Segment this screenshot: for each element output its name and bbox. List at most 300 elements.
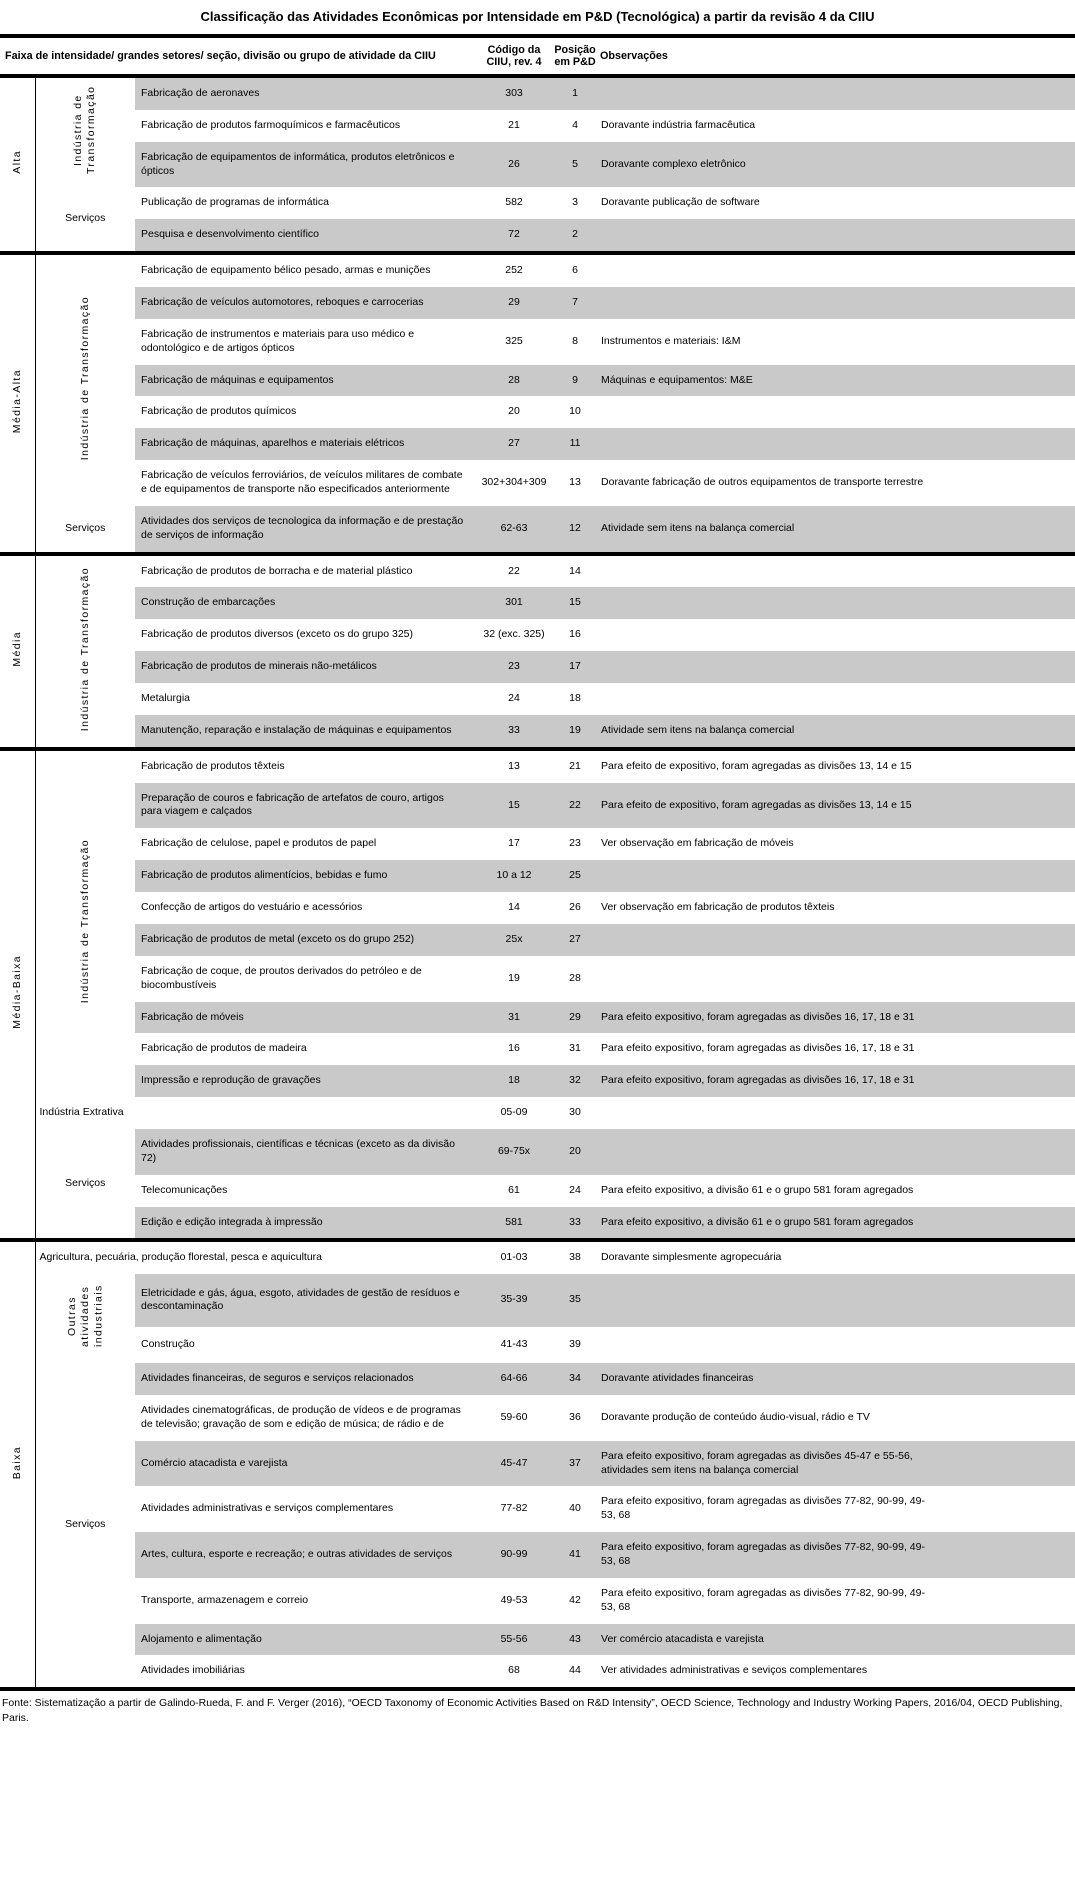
observation-cell [597,428,1075,460]
observation-cell [597,1207,1075,1241]
page-title: Classificação das Atividades Econômicas por Intensidade em P&D (Tecnológica) a partir da revisão 4 da CIIU [200,9,875,24]
table-row [0,319,1075,365]
activity-cell [35,1097,475,1129]
observation-cell [597,142,1075,188]
position-cell: 30 [569,1106,581,1119]
activity-label: Transporte, armazenagem e correio [141,1593,309,1606]
activity-cell [35,1240,475,1274]
activity-cell [135,828,475,860]
activity-label: Fabricação de produtos farmoquímicos e farmacêuticos [141,118,401,131]
activity-label: Fabricação de equipamento bélico pesado, armas e munições [141,264,431,277]
observation-label: Doravante publicação de software [601,196,760,209]
activity-cell [135,924,475,956]
activity-label: Eletricidade e gás, água, esgoto, atividades de gestão de resíduos e descontaminação [141,1286,460,1313]
table-row [0,783,1075,829]
position-cell: 1 [553,76,597,110]
observation-label: Para efeito expositivo, foram agregadas as divisões 77-82, 90-99, 49-53, 68 [601,1586,925,1613]
activity-cell [135,1486,475,1532]
position-cell: 4 [572,118,578,131]
code-cell: 68 [508,1664,520,1677]
observation-cell [597,506,1075,554]
observation-cell [597,1065,1075,1097]
observation-label: Para efeito expositivo, foram agregadas as divisões 16, 17, 18 e 31 [601,1042,915,1055]
activity-label: Publicação de programas de informática [141,196,329,209]
position-cell: 43 [553,1624,597,1656]
sector-label: Serviços [65,1518,106,1531]
activity-label: Fabricação de máquinas e equipamentos [141,373,334,386]
observation-cell [597,253,1075,287]
activity-cell [135,749,475,783]
table-row [0,76,1075,110]
activity-label: Fabricação de produtos alimentícios, bebidas e fumo [141,869,388,882]
activity-label: Artes, cultura, esporte e recreação; e outras atividades de serviços [141,1548,453,1561]
code-cell: 26 [475,142,553,188]
activity-label: Fabricação de produtos de madeira [141,1042,307,1055]
code-cell: 28 [475,365,553,397]
activity-label: Fabricação de produtos de minerais não-metálicos [141,660,377,673]
intensity-section [0,253,1075,553]
intensity-cell [0,749,35,1241]
position-cell: 44 [569,1664,581,1677]
activity-cell [135,587,475,619]
sector-cell [35,187,135,253]
intensity-cell [0,253,35,553]
code-cell: 77-82 [500,1502,528,1515]
activity-label: Fabricação de coque, de proutos derivados do petróleo e de biocombustíveis [141,964,422,991]
code-cell: 14 [508,901,520,914]
observation-label: Para efeito expositivo, a divisão 61 e o grupo 581 foram agregados [601,1183,914,1196]
code-cell: 01-03 [475,1240,553,1274]
table-row [0,1240,1075,1274]
activity-label: Fabricação de produtos de metal (exceto os do grupo 252) [141,932,415,945]
activity-cell [135,651,475,683]
code-cell: 581 [475,1207,553,1241]
position-cell: 12 [553,506,597,554]
code-cell: 90-99 [475,1532,553,1578]
table-row [0,1129,1075,1175]
activity-cell [135,1441,475,1487]
observation-label: Para efeito expositivo, foram agregadas as divisões 77-82, 90-99, 49-53, 68 [601,1495,925,1522]
activity-label: Fabricação de equipamentos de informática, produtos eletrônicos e ópticos [141,150,455,177]
activity-cell [135,396,475,428]
intensity-label: Média-Alta [10,368,23,434]
position-cell: 16 [569,628,581,641]
table-row [0,253,1075,287]
activity-cell [135,1207,475,1241]
code-cell: 33 [475,715,553,749]
code-cell: 19 [508,971,520,984]
sector-label: Serviços [65,521,106,534]
intensity-section [0,1240,1075,1689]
observation-cell [597,219,1075,253]
activity-label: Fabricação de produtos de borracha e de material plástico [141,564,413,577]
table-row [0,892,1075,924]
position-cell: 34 [553,1363,597,1395]
observation-cell [597,396,1075,428]
activity-label: Fabricação de máquinas, aparelhos e materiais elétricos [141,437,405,450]
table-row [0,1655,1075,1689]
code-cell: 25x [475,924,553,956]
header-observations: Observações [597,36,1075,76]
code-cell: 582 [505,196,523,209]
activity-label: Confecção de artigos do vestuário e acessórios [141,901,363,914]
observation-label: Máquinas e equipamentos: M&E [601,373,753,386]
table-row [0,749,1075,783]
code-cell: 59-60 [500,1410,528,1423]
code-cell: 29 [475,287,553,319]
intensity-label: Alta [10,150,23,174]
observation-cell [597,1578,1075,1624]
observation-cell [597,924,1075,956]
observation-cell [597,619,1075,651]
activity-cell [135,1363,475,1395]
code-cell: 55-56 [475,1624,553,1656]
observation-cell [597,1532,1075,1578]
activity-cell [135,783,475,829]
classification-table [0,34,1075,1691]
activity-label: Atividades cinematográficas, de produção de vídeos e de programas de televisão; gravação de som e edição de música; de rádio e de [141,1403,461,1430]
observation-cell [597,1486,1075,1532]
code-cell: 27 [475,428,553,460]
table-row [0,110,1075,142]
code-cell: 301 [475,587,553,619]
activity-cell [135,1532,475,1578]
observation-cell [597,76,1075,110]
sector-cell [35,76,135,187]
activity-cell [135,142,475,188]
activity-cell [135,1578,475,1624]
activity-cell [135,892,475,924]
activity-cell [135,1655,475,1689]
intensity-cell [0,554,35,749]
activity-label: Atividades profissionais, científicas e técnicas (exceto as da divisão 72) [141,1137,455,1164]
table-row [0,1207,1075,1241]
observation-cell [597,1363,1075,1395]
table-row [0,956,1075,1002]
activity-cell [135,715,475,749]
code-cell: 325 [505,334,523,347]
table-row [0,506,1075,554]
position-cell: 32 [553,1065,597,1097]
activity-label: Fabricação de móveis [141,1010,244,1023]
table-row [0,1097,1075,1129]
table-row [0,828,1075,860]
activity-label: Construção [141,1337,195,1350]
sector-cell [35,506,135,554]
activity-label: Fabricação de veículos automotores, reboques e carrocerias [141,296,424,309]
position-cell: 41 [553,1532,597,1578]
observation-cell [597,365,1075,397]
position-cell: 33 [553,1207,597,1241]
activity-label: Edição e edição integrada à impressão [141,1215,323,1228]
header-intensity-sector-activity: Faixa de intensidade/ grandes setores/ seção, divisão ou grupo de atividade da CIIU [0,36,475,76]
observation-label: Doravante produção de conteúdo áudio-visual, rádio e TV [601,1410,870,1423]
code-cell: 31 [475,1002,553,1034]
position-cell: 19 [553,715,597,749]
code-cell: 72 [475,219,553,253]
observation-cell [597,554,1075,588]
activity-label: Fabricação de produtos têxteis [141,759,285,772]
code-cell: 20 [508,405,520,418]
observation-cell [597,828,1075,860]
sector-cell [35,1363,135,1689]
activity-label: Preparação de couros e fabricação de artefatos de couro, artigos para viagem e calçados [141,791,444,818]
sector-cell [35,253,135,506]
observation-label: Para efeito de expositivo, foram agregadas as divisões 13, 14 e 15 [601,798,912,811]
observation-label: Para efeito expositivo, foram agregadas as divisões 77-82, 90-99, 49-53, 68 [601,1541,925,1567]
position-cell: 35 [553,1274,597,1326]
code-cell: 21 [508,118,520,131]
position-cell: 7 [553,287,597,319]
table-row [0,1002,1075,1034]
activity-cell [135,219,475,253]
position-cell: 39 [569,1337,581,1350]
position-cell: 2 [553,219,597,253]
observation-cell [597,715,1075,749]
activity-label: Construção de embarcações [141,596,276,609]
observation-cell [597,1175,1075,1207]
activity-label: Alojamento e alimentação [141,1632,262,1645]
intensity-section [0,749,1075,1241]
activity-label: Fabricação de produtos diversos (exceto os do grupo 325) [141,628,413,641]
code-cell: 32 (exc. 325) [483,628,545,641]
observation-label: Atividade sem itens na balança comercial [601,521,795,534]
header-row [0,36,1075,76]
activity-label: Metalurgia [141,692,191,705]
observation-cell [597,1395,1075,1441]
header-code: Código da CIIU, rev. 4 [475,36,553,76]
position-cell: 40 [569,1502,581,1515]
sector-label: Indústria de Transformação [78,566,91,731]
position-cell: 14 [553,554,597,588]
observation-cell [597,1655,1075,1689]
observation-label: Doravante simplesmente agropecuária [601,1251,782,1264]
code-cell: 18 [475,1065,553,1097]
observation-cell [597,1274,1075,1326]
position-cell: 18 [569,692,581,705]
table-row [0,1532,1075,1578]
position-cell: 23 [569,837,581,850]
activity-label: Fabricação de veículos ferroviários, de veículos militares de combate e de equipamentos de transporte não especificados anteriormente [141,469,463,496]
observation-label: Para efeito de expositivo, foram agregadas as divisões 13, 14 e 15 [601,759,912,772]
table-row [0,1274,1075,1326]
observation-cell [597,1624,1075,1656]
table-row [0,860,1075,892]
position-cell: 3 [572,196,578,209]
activity-cell [135,460,475,506]
code-cell: 05-09 [500,1106,528,1119]
intensity-section [0,76,1075,253]
intensity-label: Baixa [10,1445,23,1480]
table-row [0,142,1075,188]
activity-label: Agricultura, pecuária, produção florestal, pesca e aquicultura [39,1251,322,1264]
table-row [0,1486,1075,1532]
observation-cell [597,1002,1075,1034]
position-cell: 29 [553,1002,597,1034]
code-cell: 35-39 [475,1274,553,1326]
position-cell: 27 [553,924,597,956]
table-row [0,554,1075,588]
observation-cell [597,1327,1075,1364]
position-cell: 24 [569,1183,581,1196]
observation-label: Doravante atividades financeiras [601,1372,754,1385]
activity-cell [135,319,475,365]
table-row [0,219,1075,253]
position-cell: 17 [553,651,597,683]
activity-cell [135,76,475,110]
position-cell: 26 [569,901,581,914]
position-cell: 31 [569,1042,581,1055]
code-cell: 10 a 12 [475,860,553,892]
observation-label: Ver atividades administrativas e seviços complementares [601,1664,868,1677]
position-cell: 38 [553,1240,597,1274]
activity-cell [135,187,475,219]
table-row [0,1363,1075,1395]
table-row [0,1441,1075,1487]
activity-cell [135,1624,475,1656]
observation-cell [597,783,1075,829]
activity-label: Fabricação de instrumentos e materiais para uso médico e odontológico e de artigos ópticos [141,327,415,354]
sector-cell [35,749,135,1097]
observation-cell [597,319,1075,365]
source-note: Fonte: Sistematização a partir de Galindo-Rueda, F. and F. Verger (2016), “OECD Taxonomy of Economic Activities Based on R&D Intensity”, OECD Science, Technology and Industry Working Papers, 2016/04, OECD Publishing, Paris. [2,1697,1063,1725]
observation-cell [597,460,1075,506]
activity-label: Impressão e reprodução de gravações [141,1074,321,1087]
activity-label: Fabricação de celulose, papel e produtos de papel [141,837,377,850]
code-cell: 49-53 [500,1593,528,1606]
activity-label: Pesquisa e desenvolvimento científico [141,228,320,241]
observation-label: Atividade sem itens na balança comercial [601,723,795,736]
sector-label: Serviços [65,212,106,225]
activity-label: Fabricação de produtos químicos [141,405,297,418]
activity-cell [135,683,475,715]
code-cell: 69-75x [475,1129,553,1175]
observation-cell [597,187,1075,219]
position-cell: 6 [553,253,597,287]
sector-label: Serviços [65,1176,106,1189]
position-cell: 28 [569,971,581,984]
intensity-cell [0,1240,35,1689]
table-row [0,651,1075,683]
table-row [0,1065,1075,1097]
sector-cell [35,1129,135,1240]
observation-cell [597,1129,1075,1175]
observation-label: Para efeito expositivo, a divisão 61 e o grupo 581 foram agregados [601,1215,914,1228]
observation-cell [597,749,1075,783]
table-row [0,287,1075,319]
activity-cell [135,554,475,588]
activity-cell [135,1129,475,1175]
sector-label: Outras atividades industriais [65,1284,104,1348]
activity-cell [135,428,475,460]
position-cell: 42 [569,1593,581,1606]
observation-cell [597,287,1075,319]
intensity-section [0,554,1075,749]
table-row [0,1327,1075,1364]
activity-cell [135,1033,475,1065]
activity-cell [135,287,475,319]
code-cell: 15 [475,783,553,829]
observation-label: Para efeito expositivo, foram agregadas as divisões 16, 17, 18 e 31 [601,1010,915,1023]
position-cell: 5 [553,142,597,188]
activity-cell [135,110,475,142]
observation-cell [597,956,1075,1002]
sector-label: Indústria de Transformação [78,295,91,461]
activity-cell [135,365,475,397]
position-cell: 21 [553,749,597,783]
observation-cell [597,892,1075,924]
activity-cell [135,506,475,554]
position-cell: 36 [569,1410,581,1423]
code-cell: 22 [475,554,553,588]
code-cell: 23 [475,651,553,683]
observation-label: Doravante indústria farmacêutica [601,118,756,131]
observation-label: Para efeito expositivo, foram agregadas as divisões 45-47 e 55-56, atividades sem itens na balança comercial [601,1449,913,1476]
position-cell: 11 [553,428,597,460]
observation-label: Doravante fabricação de outros equipamentos de transporte terrestre [601,476,924,489]
code-cell: 64-66 [475,1363,553,1395]
position-cell: 37 [553,1441,597,1487]
code-cell: 252 [475,253,553,287]
code-cell: 302+304+309 [481,476,547,489]
intensity-label: Média [10,630,23,667]
intensity-label: Média-Baixa [10,955,23,1030]
activity-cell [135,1395,475,1441]
activity-cell [135,619,475,651]
observation-cell [597,860,1075,892]
position-cell: 20 [553,1129,597,1175]
table-header [0,36,1075,76]
table-row [0,187,1075,219]
sector-cell [35,1274,135,1363]
table-row [0,428,1075,460]
sector-cell [35,554,135,749]
observation-cell [597,651,1075,683]
code-cell: 13 [475,749,553,783]
position-cell: 8 [572,334,578,347]
table-row [0,587,1075,619]
table-row [0,1175,1075,1207]
position-cell: 10 [569,405,581,418]
sector-label: Indústria de Transformação [78,839,91,1004]
activity-cell [135,1065,475,1097]
activity-cell [135,860,475,892]
table-row [0,1624,1075,1656]
position-cell: 15 [553,587,597,619]
activity-label: Atividades dos serviços de tecnologica da informação e de prestação de serviços de informação [141,514,464,541]
observation-label: Ver comércio atacadista e varejista [601,1632,764,1645]
observation-label: Ver observação em fabricação de produtos têxteis [601,901,835,914]
activity-cell [135,956,475,1002]
activity-label: Fabricação de aeronaves [141,87,260,99]
position-cell: 9 [553,365,597,397]
observation-label: Doravante complexo eletrônico [601,157,746,170]
code-cell: 24 [508,692,520,705]
observation-cell [597,587,1075,619]
observation-cell [597,683,1075,715]
code-cell: 45-47 [475,1441,553,1487]
table-row [0,396,1075,428]
sector-label: Indústria de Transformação [72,86,98,175]
table-row [0,365,1075,397]
code-cell: 62-63 [475,506,553,554]
observation-label: Ver observação em fabricação de móveis [601,837,794,850]
position-cell: 22 [553,783,597,829]
activity-cell [135,1274,475,1326]
intensity-cell [0,76,35,253]
code-cell: 41-43 [500,1337,528,1350]
observation-cell [597,110,1075,142]
